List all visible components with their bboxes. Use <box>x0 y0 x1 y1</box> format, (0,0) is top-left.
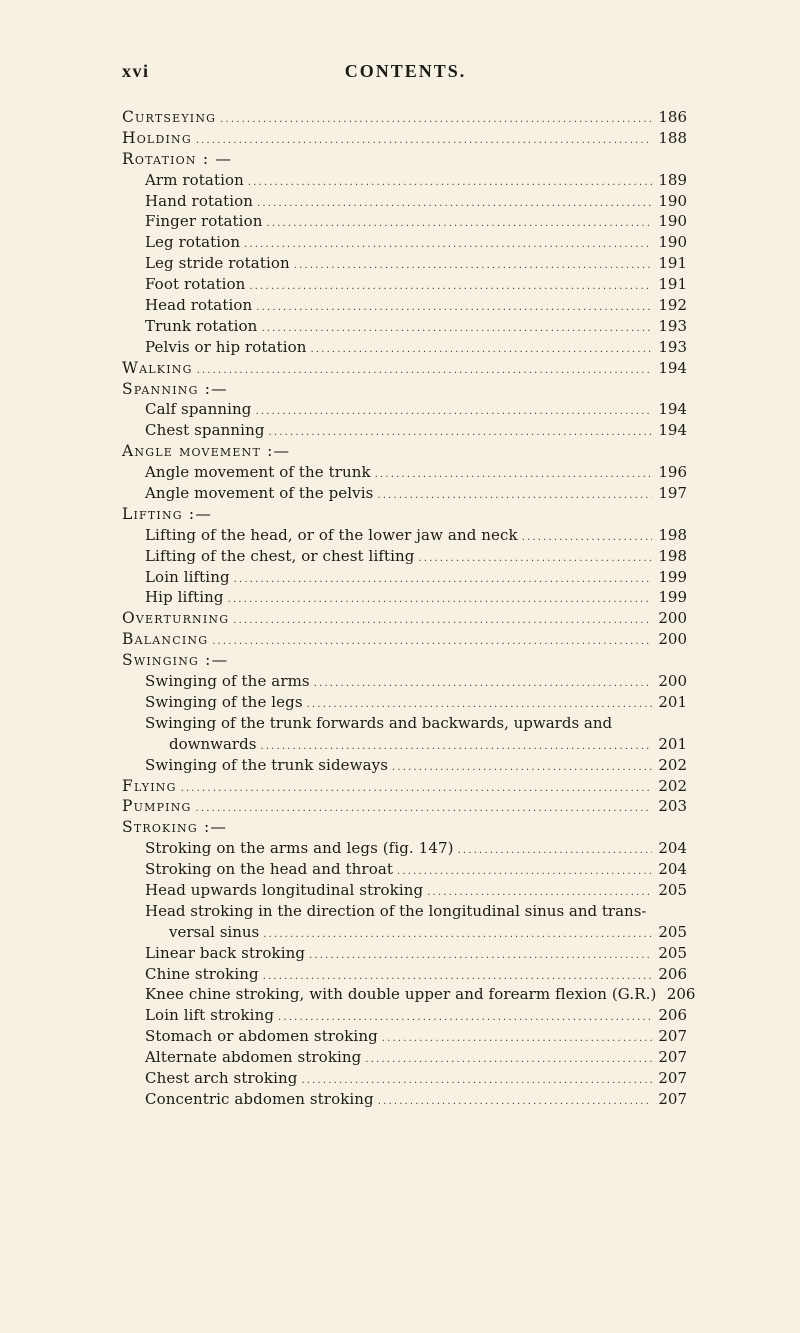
toc-page-number: 190 <box>658 233 687 252</box>
toc-page-number: 191 <box>658 275 687 294</box>
toc-entry <box>122 964 687 985</box>
toc-entry <box>122 901 687 922</box>
toc-page-number: 190 <box>658 191 687 210</box>
toc-entry-label: Head stroking in the direction of the longitudinal sinus and trans- <box>145 901 647 920</box>
dot-leader <box>378 1089 652 1113</box>
toc-entry <box>122 1047 687 1068</box>
toc-entry <box>122 1089 687 1110</box>
dot-leader <box>196 128 652 152</box>
toc-entry-label: Pelvis or hip rotation <box>145 337 307 356</box>
toc-entry <box>122 546 687 567</box>
toc-entry-label: Arm rotation <box>145 170 244 189</box>
toc-section-heading <box>122 358 687 379</box>
toc-entry-label: Lifting of the head, or of the lower jaw and neck <box>145 525 518 544</box>
toc-entry <box>122 337 687 358</box>
toc-page-number: 205 <box>658 943 687 962</box>
toc-entry <box>122 838 687 859</box>
toc-entry-label: Rotation : — <box>122 149 233 168</box>
toc-entry <box>122 274 687 295</box>
toc-page-number: 190 <box>658 212 687 231</box>
toc-entry <box>122 525 687 546</box>
toc-page-number: 206 <box>658 1006 687 1025</box>
toc-entry-label: Head upwards longitudinal stroking <box>145 880 424 899</box>
toc-page-number: 203 <box>658 797 687 816</box>
toc-entry <box>122 1005 687 1026</box>
toc-entry-label: Hip lifting <box>145 588 224 607</box>
dot-leader <box>212 629 652 653</box>
toc-page-number: 197 <box>658 484 687 503</box>
toc-page-number: 202 <box>658 776 687 795</box>
toc-entry-label: Chest spanning <box>145 421 265 440</box>
toc-entry <box>122 399 687 420</box>
toc-entry <box>122 232 687 253</box>
toc-entry-label: Foot rotation <box>145 275 246 294</box>
toc-entry-label: versal sinus <box>169 922 260 941</box>
toc-section-heading <box>122 128 687 149</box>
toc-entry <box>122 1068 687 1089</box>
page-header <box>122 60 689 82</box>
toc-entry-label: Swinging :— <box>122 651 229 670</box>
toc-page-number: 189 <box>658 170 687 189</box>
toc-entry <box>122 253 687 274</box>
toc-section-heading <box>122 379 687 400</box>
toc-entry-label: Chest arch stroking <box>145 1068 298 1087</box>
toc-entry-label: Loin lifting <box>145 567 230 586</box>
toc-section-heading <box>122 504 687 525</box>
toc-section-heading <box>122 608 687 629</box>
toc-entry-label: Stroking :— <box>122 818 228 837</box>
toc-page-number: 205 <box>658 922 687 941</box>
toc-entry-label: Stroking on the head and throat <box>145 860 393 879</box>
dot-leader <box>377 483 652 507</box>
toc-page-number: 200 <box>658 630 687 649</box>
toc-entry <box>122 567 687 588</box>
toc-entry-label: Stroking on the arms and legs (fig. 147) <box>145 839 454 858</box>
toc-entry <box>122 316 687 337</box>
toc-entry-label: Finger rotation <box>145 212 263 231</box>
dot-leader <box>269 420 652 444</box>
toc-page-number: 207 <box>658 1068 687 1087</box>
dot-leader <box>197 358 652 382</box>
toc-page-number: 206 <box>658 964 687 983</box>
toc-entry <box>122 462 687 483</box>
toc-entry-label: Angle movement :— <box>122 442 291 461</box>
toc-entry-label: Calf spanning <box>145 400 252 419</box>
toc-entry <box>122 943 687 964</box>
toc-entry-label: Loin lift stroking <box>145 1006 275 1025</box>
toc-page-number: 186 <box>658 108 687 126</box>
page-number: xvi <box>122 60 150 81</box>
toc-entry-label: Spanning :— <box>122 379 228 398</box>
toc-page-number: 206 <box>666 985 696 1004</box>
toc-page-number: 193 <box>658 316 687 335</box>
page-title: CONTENTS. <box>344 60 467 81</box>
toc-entry <box>122 984 696 1005</box>
toc-page-number: 201 <box>658 734 687 753</box>
toc-page-number: 193 <box>658 337 687 356</box>
toc-entry <box>122 1026 687 1047</box>
toc-page-number: 207 <box>658 1089 687 1108</box>
toc-page-number: 194 <box>658 421 687 440</box>
toc-entry-label: Swinging of the arms <box>145 672 310 691</box>
toc-page-number: 199 <box>658 567 687 586</box>
toc-entry-label: Flying <box>122 776 177 795</box>
toc-entry-label: Knee chine stroking, with double upper and forearm flexion (G.R.) <box>145 985 657 1004</box>
toc-entry-label: Stomach or abdomen stroking <box>145 1027 378 1046</box>
toc-page-number: 194 <box>658 358 687 377</box>
toc-page-number: 202 <box>658 755 687 774</box>
toc-section-heading <box>122 796 687 817</box>
toc-entry-label: Angle movement of the trunk <box>145 463 371 482</box>
toc-page-number: 201 <box>658 692 687 711</box>
toc-page-number: 207 <box>658 1048 687 1067</box>
toc-entry <box>122 671 687 692</box>
toc-entry-label: Lifting of the chest, or chest lifting <box>145 546 415 565</box>
toc-entry <box>122 420 687 441</box>
toc-entry-label: Swinging of the trunk sideways <box>145 755 388 774</box>
toc-section-heading <box>122 629 687 650</box>
toc-entry-label: Swinging of the trunk forwards and backwards, upwards and <box>145 713 613 732</box>
toc-page-number: 204 <box>658 839 687 858</box>
toc-page-number: 200 <box>658 672 687 691</box>
toc-entry-label: Overturning <box>122 609 230 628</box>
toc-entry <box>122 755 687 776</box>
toc-section-heading <box>122 650 687 671</box>
toc-entry <box>122 170 687 191</box>
toc-entry-label: Lifting :— <box>122 504 213 523</box>
toc-page-number: 198 <box>658 546 687 565</box>
toc-page-number: 204 <box>658 860 687 879</box>
toc-page-number: 194 <box>658 400 687 419</box>
toc-entry-label: Swinging of the legs <box>145 692 303 711</box>
toc-page-number: 199 <box>658 588 687 607</box>
toc-entry-label: Walking <box>122 358 193 377</box>
toc-entry <box>122 713 687 734</box>
toc-section-heading <box>122 107 687 128</box>
toc-entry-label: Head rotation <box>145 296 253 315</box>
toc-entry-label: Alternate abdomen stroking <box>145 1048 362 1067</box>
toc-entry-label: Curtseying <box>122 108 217 126</box>
toc-entry <box>122 859 687 880</box>
toc-entry-label: Pumping <box>122 797 192 816</box>
toc-entry-label: Linear back stroking <box>145 943 306 962</box>
toc-entry-label: Hand rotation <box>145 191 254 210</box>
toc-page-number: 198 <box>658 525 687 544</box>
toc-page-number: 192 <box>658 296 687 315</box>
toc-section-heading <box>122 817 687 838</box>
toc-entry <box>122 587 687 608</box>
toc-entry-label: Leg stride rotation <box>145 254 290 273</box>
toc-section-heading <box>122 441 687 462</box>
toc-section-heading <box>122 149 687 170</box>
toc-entry <box>122 191 687 212</box>
toc-entry-label: Chine stroking <box>145 964 259 983</box>
toc-page-number: 188 <box>658 128 687 147</box>
table-of-contents <box>122 107 696 1110</box>
toc-entry <box>122 483 687 504</box>
toc-page-number: 207 <box>658 1027 687 1046</box>
toc-entry-label: Leg rotation <box>145 233 241 252</box>
toc-page-number: 200 <box>658 609 687 628</box>
toc-entry-label: Angle movement of the pelvis <box>145 484 374 503</box>
toc-entry <box>122 880 687 901</box>
toc-entry <box>122 734 687 755</box>
toc-entry-label: Holding <box>122 128 192 147</box>
toc-entry <box>122 211 687 232</box>
toc-entry <box>122 692 687 713</box>
toc-entry-label: downwards <box>169 734 257 753</box>
toc-entry-label: Concentric abdomen stroking <box>145 1089 374 1108</box>
toc-page-number: 196 <box>658 463 687 482</box>
toc-section-heading <box>122 776 687 797</box>
toc-entry <box>122 295 687 316</box>
toc-entry-label: Balancing <box>122 630 209 649</box>
dot-leader <box>196 796 652 820</box>
toc-entry <box>122 922 687 943</box>
toc-entry-label: Trunk rotation <box>145 316 258 335</box>
toc-page-number: 205 <box>658 880 687 899</box>
toc-page-number: 191 <box>658 254 687 273</box>
